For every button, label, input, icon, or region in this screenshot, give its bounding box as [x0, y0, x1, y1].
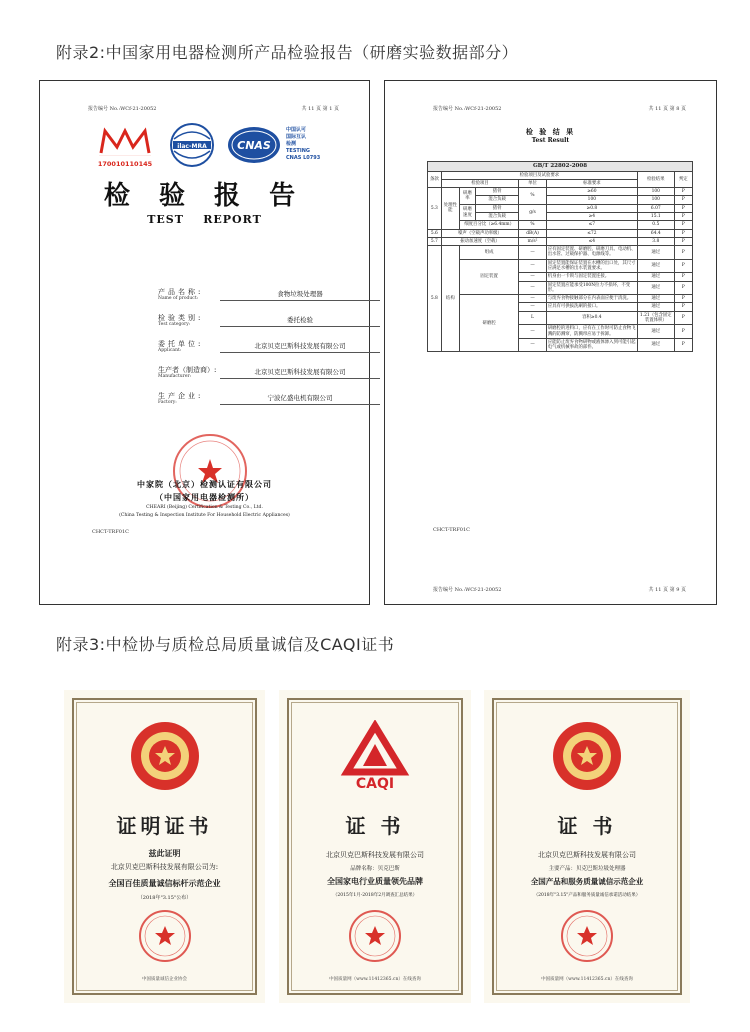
- table-row: [428, 221, 693, 229]
- unit-cell: —: [519, 281, 546, 295]
- req-cell: 固定装置能保证装置在水槽的出口处，其尺寸应满足水槽的出水装置要求。: [547, 260, 636, 271]
- subcategory-cell: 研磨率: [459, 188, 475, 205]
- subcategory-cell: 组成: [459, 246, 518, 260]
- req-cell: 固定装置应能承受100N拉力不损坏，不变形。: [546, 281, 637, 295]
- result-title-en: Test Result: [531, 137, 570, 144]
- result-title-cn: 检 验 结 果: [525, 127, 576, 136]
- org-name-en-sub: (China Testing & Inspection Institute For Household Electric Appliances): [119, 513, 290, 518]
- field-label-en: Manufacturer:: [158, 374, 192, 379]
- result-cell: 100: [638, 196, 675, 204]
- verdict-cell: P: [674, 229, 692, 237]
- verdict-cell: P: [674, 196, 692, 204]
- verdict-cell: P: [674, 338, 692, 352]
- item-cell: 猪骨: [475, 188, 518, 196]
- org-name-cn-sub: （中国家用电器检测所）: [155, 492, 254, 502]
- certificate-note: （2018年"3.15"产品和服务质量诚信承诺活动结果）: [533, 893, 641, 898]
- item-cell: 混合负载: [475, 213, 518, 221]
- result-cell: 通过: [638, 325, 675, 339]
- item-header: 检验项目及试验要求: [441, 171, 637, 179]
- clause-header: 条款: [428, 171, 442, 188]
- cma-logo: [95, 125, 155, 169]
- emblem-seal-icon: [551, 720, 623, 792]
- subcategory-cell: 研磨速度: [459, 204, 475, 221]
- field-label: 生产企业:: [158, 392, 204, 400]
- caqi-logo: [339, 720, 411, 792]
- result-table: [427, 161, 693, 352]
- req-cell: ≥0.8: [546, 204, 637, 212]
- section-heading-appendix2: 附录2:中国家用电器检测所产品检验报告（研磨实验数据部分）: [56, 43, 519, 62]
- clause-cell: 5.7: [428, 237, 442, 245]
- result-form-code: CHCT-TRF01C: [433, 527, 470, 533]
- ilac-mra-logo: [168, 121, 216, 169]
- unit-cell: —: [519, 295, 546, 303]
- table-row: [428, 229, 693, 237]
- verdict-cell: P: [674, 213, 692, 221]
- req-cell: 应能防止废弃食物研物或液体渗入到可能引起电气或机械事故的部件。: [547, 339, 636, 351]
- unit-cell: g/s: [519, 204, 546, 221]
- item-cell: 噪声（空载声功率级）: [441, 229, 519, 237]
- cnas-text-2: 国际互认: [286, 134, 307, 140]
- red-stamp-icon: [559, 908, 615, 964]
- certificate-footer: 中国质量网（www.11412365.cn）在线查询: [541, 977, 633, 982]
- result-cell: 64.4: [638, 229, 675, 237]
- table-row: [428, 188, 693, 196]
- item-cell: 细度百分比（≥6.4mm）: [459, 221, 518, 229]
- req-cell: 容积≥0.4: [546, 311, 637, 325]
- verdict-cell: P: [674, 221, 692, 229]
- report-cover-page: [39, 80, 370, 605]
- cnas-logo: [226, 125, 282, 165]
- unit-cell: m/s²: [519, 237, 546, 245]
- certificate-title: 证明证书: [116, 814, 213, 838]
- certificate-line: 品牌名称：贝克巴斯: [350, 866, 400, 872]
- unit-cell: —: [519, 246, 546, 260]
- clause-cell: 5.8: [428, 246, 442, 352]
- result-cell: 6.07: [638, 204, 675, 212]
- org-name-cn: 中家院（北京）检测认证有限公司: [137, 479, 272, 489]
- subcategory-cell: 固定装置: [459, 259, 518, 294]
- field-label: 生产者（制造商）:: [158, 366, 217, 374]
- table-row: [428, 259, 693, 273]
- result-cell: 通过: [638, 259, 675, 273]
- page-number: 共 11 页 第 1 页: [301, 106, 339, 112]
- cnas-text-1: 中国认可: [286, 127, 307, 133]
- report-field-row: [158, 365, 378, 387]
- verdict-cell: P: [674, 204, 692, 212]
- unit-cell: —: [519, 303, 546, 311]
- verdict-cell: P: [674, 237, 692, 245]
- cnas-text-5: CNAS L0793: [286, 155, 321, 161]
- result-cell: 100: [638, 188, 675, 196]
- certificate-company: 北京贝克巴斯科技发展有限公司: [538, 851, 636, 859]
- certificate-title: 证 书: [557, 814, 617, 838]
- unit-cell: L: [519, 311, 546, 325]
- result-page-number: 共 11 页 第 8 页: [648, 106, 686, 112]
- req-cell: 100: [546, 196, 637, 204]
- unit-cell: —: [519, 259, 546, 273]
- req-cell: ≤72: [546, 229, 637, 237]
- certificate-footer: 中国质量网（www.11412365.cn）在线查询: [329, 977, 421, 982]
- category-cell: 结构: [441, 246, 459, 352]
- field-value: 北京贝克巴斯科技发展有限公司: [220, 367, 380, 379]
- certificate-honor: 全国百佳质量诚信标杆示范企业: [108, 878, 221, 888]
- result-cell: 1.21（包含固定装置体积）: [638, 311, 675, 325]
- verdict-cell: P: [674, 259, 692, 273]
- verdict-cell: P: [674, 311, 692, 325]
- item-cell: 混合负载: [475, 196, 518, 204]
- table-row: [428, 295, 693, 303]
- result-cell: 0.5: [638, 221, 675, 229]
- report-field-row: [158, 391, 378, 413]
- unit-cell: dB(A): [519, 229, 546, 237]
- cma-number: 170010110145: [97, 160, 153, 168]
- verdict-cell: P: [674, 303, 692, 311]
- red-stamp-icon: [137, 908, 193, 964]
- req-cell: 与废弃食物接触部分在内表面应便于清洗。: [546, 295, 637, 303]
- verdict-cell: P: [674, 188, 692, 196]
- result-cell: 通过: [638, 281, 675, 295]
- req-cell: ≥4: [546, 213, 637, 221]
- subcategory-cell: 研磨腔: [459, 295, 518, 352]
- table-row: [428, 204, 693, 212]
- field-label-en: Test category:: [158, 322, 191, 327]
- report-result-page: [384, 80, 717, 605]
- form-code: CHCT-TRF01C: [92, 529, 129, 535]
- ilac-label: ilac-MRA: [177, 143, 207, 150]
- result-cell: 通过: [638, 303, 675, 311]
- result-cell: 3.8: [638, 237, 675, 245]
- certificate-line: 主要产品：贝克巴斯垃圾处理器: [548, 866, 626, 872]
- section-heading-appendix3: 附录3:中检协与质检总局质量诚信及CAQI证书: [56, 635, 395, 654]
- result-cell: 15.1: [638, 213, 675, 221]
- req-header: 标准要求: [546, 179, 637, 187]
- field-label: 产品名称:: [158, 288, 204, 296]
- unit-cell: —: [519, 325, 546, 339]
- certificate-card: [279, 690, 471, 1003]
- result-cell: 通过: [638, 273, 675, 281]
- clause-cell: 5.3: [428, 188, 442, 229]
- certificate-card: [64, 690, 265, 1003]
- result-cell: 通过: [638, 338, 675, 352]
- verdict-cell: P: [674, 246, 692, 260]
- table-row: [428, 246, 693, 260]
- result-cell: 通过: [638, 295, 675, 303]
- standard-header: GB/T 22802-2008: [428, 162, 693, 172]
- report-field-row: [158, 313, 378, 335]
- cnas-accreditation-text: [286, 127, 320, 162]
- result-header: 检验结果: [638, 171, 675, 188]
- unit-header: 单位: [519, 179, 546, 187]
- field-label-en: Applicant:: [158, 348, 182, 353]
- category-cell: 处理性能: [441, 188, 459, 229]
- item-cell: 振动加速度（空载）: [441, 237, 519, 245]
- report-title-cn: 检 验 报 告: [103, 181, 306, 211]
- report-field-row: [158, 339, 378, 361]
- field-label: 检验类别:: [158, 314, 204, 322]
- sub-item-header: 检验项目: [441, 179, 519, 187]
- req-cell: 机身由一卡锁与固定装置连接。: [546, 273, 637, 281]
- verdict-cell: P: [674, 295, 692, 303]
- unit-cell: —: [519, 338, 546, 352]
- cnas-text-4: TESTING: [286, 148, 310, 154]
- req-cell: 应具有可供拔洗刷的接口。: [546, 303, 637, 311]
- certificate-title: 证 书: [345, 814, 405, 838]
- field-value: 委托检验: [220, 315, 380, 327]
- certificate-honor: 全国产品和服务质量诚信示范企业: [530, 877, 644, 886]
- emblem-seal-icon: [129, 720, 201, 792]
- field-value: 宁波亿盛电机有限公司: [220, 393, 380, 405]
- req-cell: ≥60: [546, 188, 637, 196]
- certificate-note: （2015年1月-2018年2月调查汇总结果）: [332, 893, 418, 898]
- verdict-cell: P: [674, 281, 692, 295]
- bottom-page-number: 共 11 页 第 9 页: [648, 587, 686, 593]
- report-field-row: [158, 287, 378, 309]
- certificate-company: 北京贝克巴斯科技发展有限公司为:: [110, 863, 219, 871]
- unit-cell: %: [519, 221, 546, 229]
- req-cell: ≤7: [546, 221, 637, 229]
- table-row: [428, 237, 693, 245]
- red-stamp-icon: [347, 908, 403, 964]
- verdict-header: 判定: [674, 171, 692, 188]
- req-cell: 研磨腔的进料口，应有在工作时可防止食物飞溅的防溅帘，防溅帘应易于拆卸。: [547, 326, 636, 337]
- report-title-en: TEST REPORT: [147, 213, 262, 226]
- unit-cell: %: [519, 188, 546, 205]
- caqi-label: CAQI: [355, 776, 395, 792]
- field-label-en: Name of product:: [158, 296, 199, 301]
- result-cell: 通过: [638, 246, 675, 260]
- certificate-note: （2018年"3.15"公布）: [137, 895, 192, 901]
- certificate-footer: 中国质量诚信企业协会: [142, 977, 187, 982]
- certificate-company: 北京贝克巴斯科技发展有限公司: [326, 851, 424, 859]
- req-cell: ≤4: [546, 237, 637, 245]
- org-name-en: CHEARI (Beijing) Certification & Testing Co., Ltd.: [146, 505, 263, 510]
- verdict-cell: P: [674, 325, 692, 339]
- item-cell: 猪骨: [475, 204, 518, 212]
- certificate-card: [484, 690, 690, 1003]
- field-value: 北京贝克巴斯科技发展有限公司: [220, 341, 380, 353]
- result-report-number: 报告编号 No.:WCf-21-20052: [433, 106, 502, 112]
- certificate-honor: 全国家电行业质量领先品牌: [327, 876, 423, 886]
- field-label: 委托单位:: [158, 340, 204, 348]
- field-label-en: Factory:: [158, 400, 177, 405]
- cnas-text-3: 检测: [286, 141, 297, 147]
- field-value: 食物垃圾处理器: [220, 289, 380, 301]
- req-cell: 应有固定装置、研磨腔、研磨刀具、电动机、出水管、过载保护器、电源线等。: [547, 247, 636, 258]
- unit-cell: —: [519, 273, 546, 281]
- cnas-label: CNAS: [237, 139, 271, 152]
- bottom-report-number: 报告编号 No.:WCf-21-20052: [433, 587, 502, 593]
- clause-cell: 5.6: [428, 229, 442, 237]
- certificate-line: 兹此证明: [148, 848, 181, 858]
- verdict-cell: P: [674, 273, 692, 281]
- report-number: 报告编号 No.:WCf-21-20052: [88, 106, 157, 112]
